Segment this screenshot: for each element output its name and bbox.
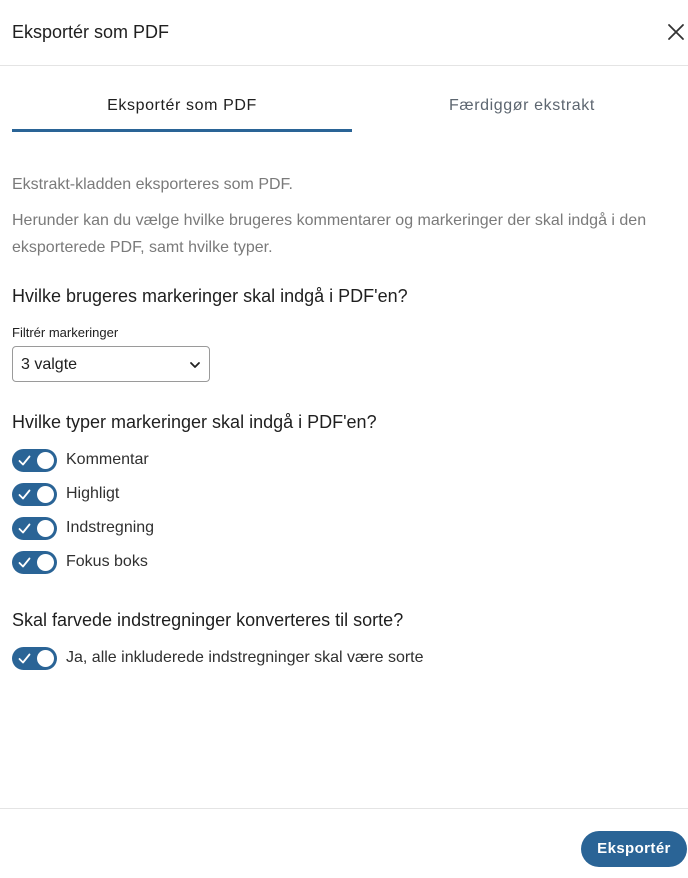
toggle-label: Indstregning [66,519,155,536]
users-section-heading: Hvilke brugeres markeringer skal indgå i PDF'en? [12,286,408,306]
toggle-knob [37,650,54,667]
filter-select-value: 3 valgte [21,356,78,373]
check-icon [18,522,31,535]
check-icon [18,556,31,569]
dialog-header [0,0,688,66]
export-button[interactable]: Eksportér [581,831,687,867]
check-icon [18,488,31,501]
chevron-down-icon [189,359,201,371]
types-section-heading: Hvilke typer markeringer skal indgå i PDF'en? [12,412,377,432]
tab-bar [12,84,688,132]
toggle-knob [37,486,54,503]
toggle-fokus-boks[interactable] [12,551,57,574]
toggle-knob [37,452,54,469]
tab-export-pdf[interactable]: Eksportér som PDF [12,84,352,132]
toggle-knob [37,520,54,537]
toggle-label: Kommentar [66,451,149,468]
toggle-label: Fokus boks [66,553,148,570]
filter-label: Filtrér markeringer [12,325,119,340]
dialog-title: Eksportér som PDF [12,22,170,42]
footer-divider [0,808,688,809]
toggle-label: Ja, alle inkluderede indstregninger skal være sorte [66,649,424,666]
close-icon [664,20,688,44]
intro-line-2: Herunder kan du vælge hvilke brugeres kommentarer og markeringer der skal indgå i den eksporterede PDF, samt hvilke typer. [12,212,647,256]
check-icon [18,454,31,467]
toggle-knob [37,554,54,571]
intro-text [12,171,652,270]
toggle-kommentar[interactable] [12,449,57,472]
toggle-convert-black[interactable] [12,647,57,670]
toggle-highligt[interactable] [12,483,57,506]
convert-section-heading: Skal farvede indstregninger konverteres til sorte? [12,610,404,630]
intro-line-1: Ekstrakt-kladden eksporteres som PDF. [12,176,293,193]
tab-finish-extract[interactable]: Færdiggør ekstrakt [449,97,595,114]
toggle-indstregning[interactable] [12,517,57,540]
check-icon [18,652,31,665]
filter-select[interactable] [12,346,210,382]
close-button[interactable] [664,20,688,44]
toggle-label: Highligt [66,485,120,502]
